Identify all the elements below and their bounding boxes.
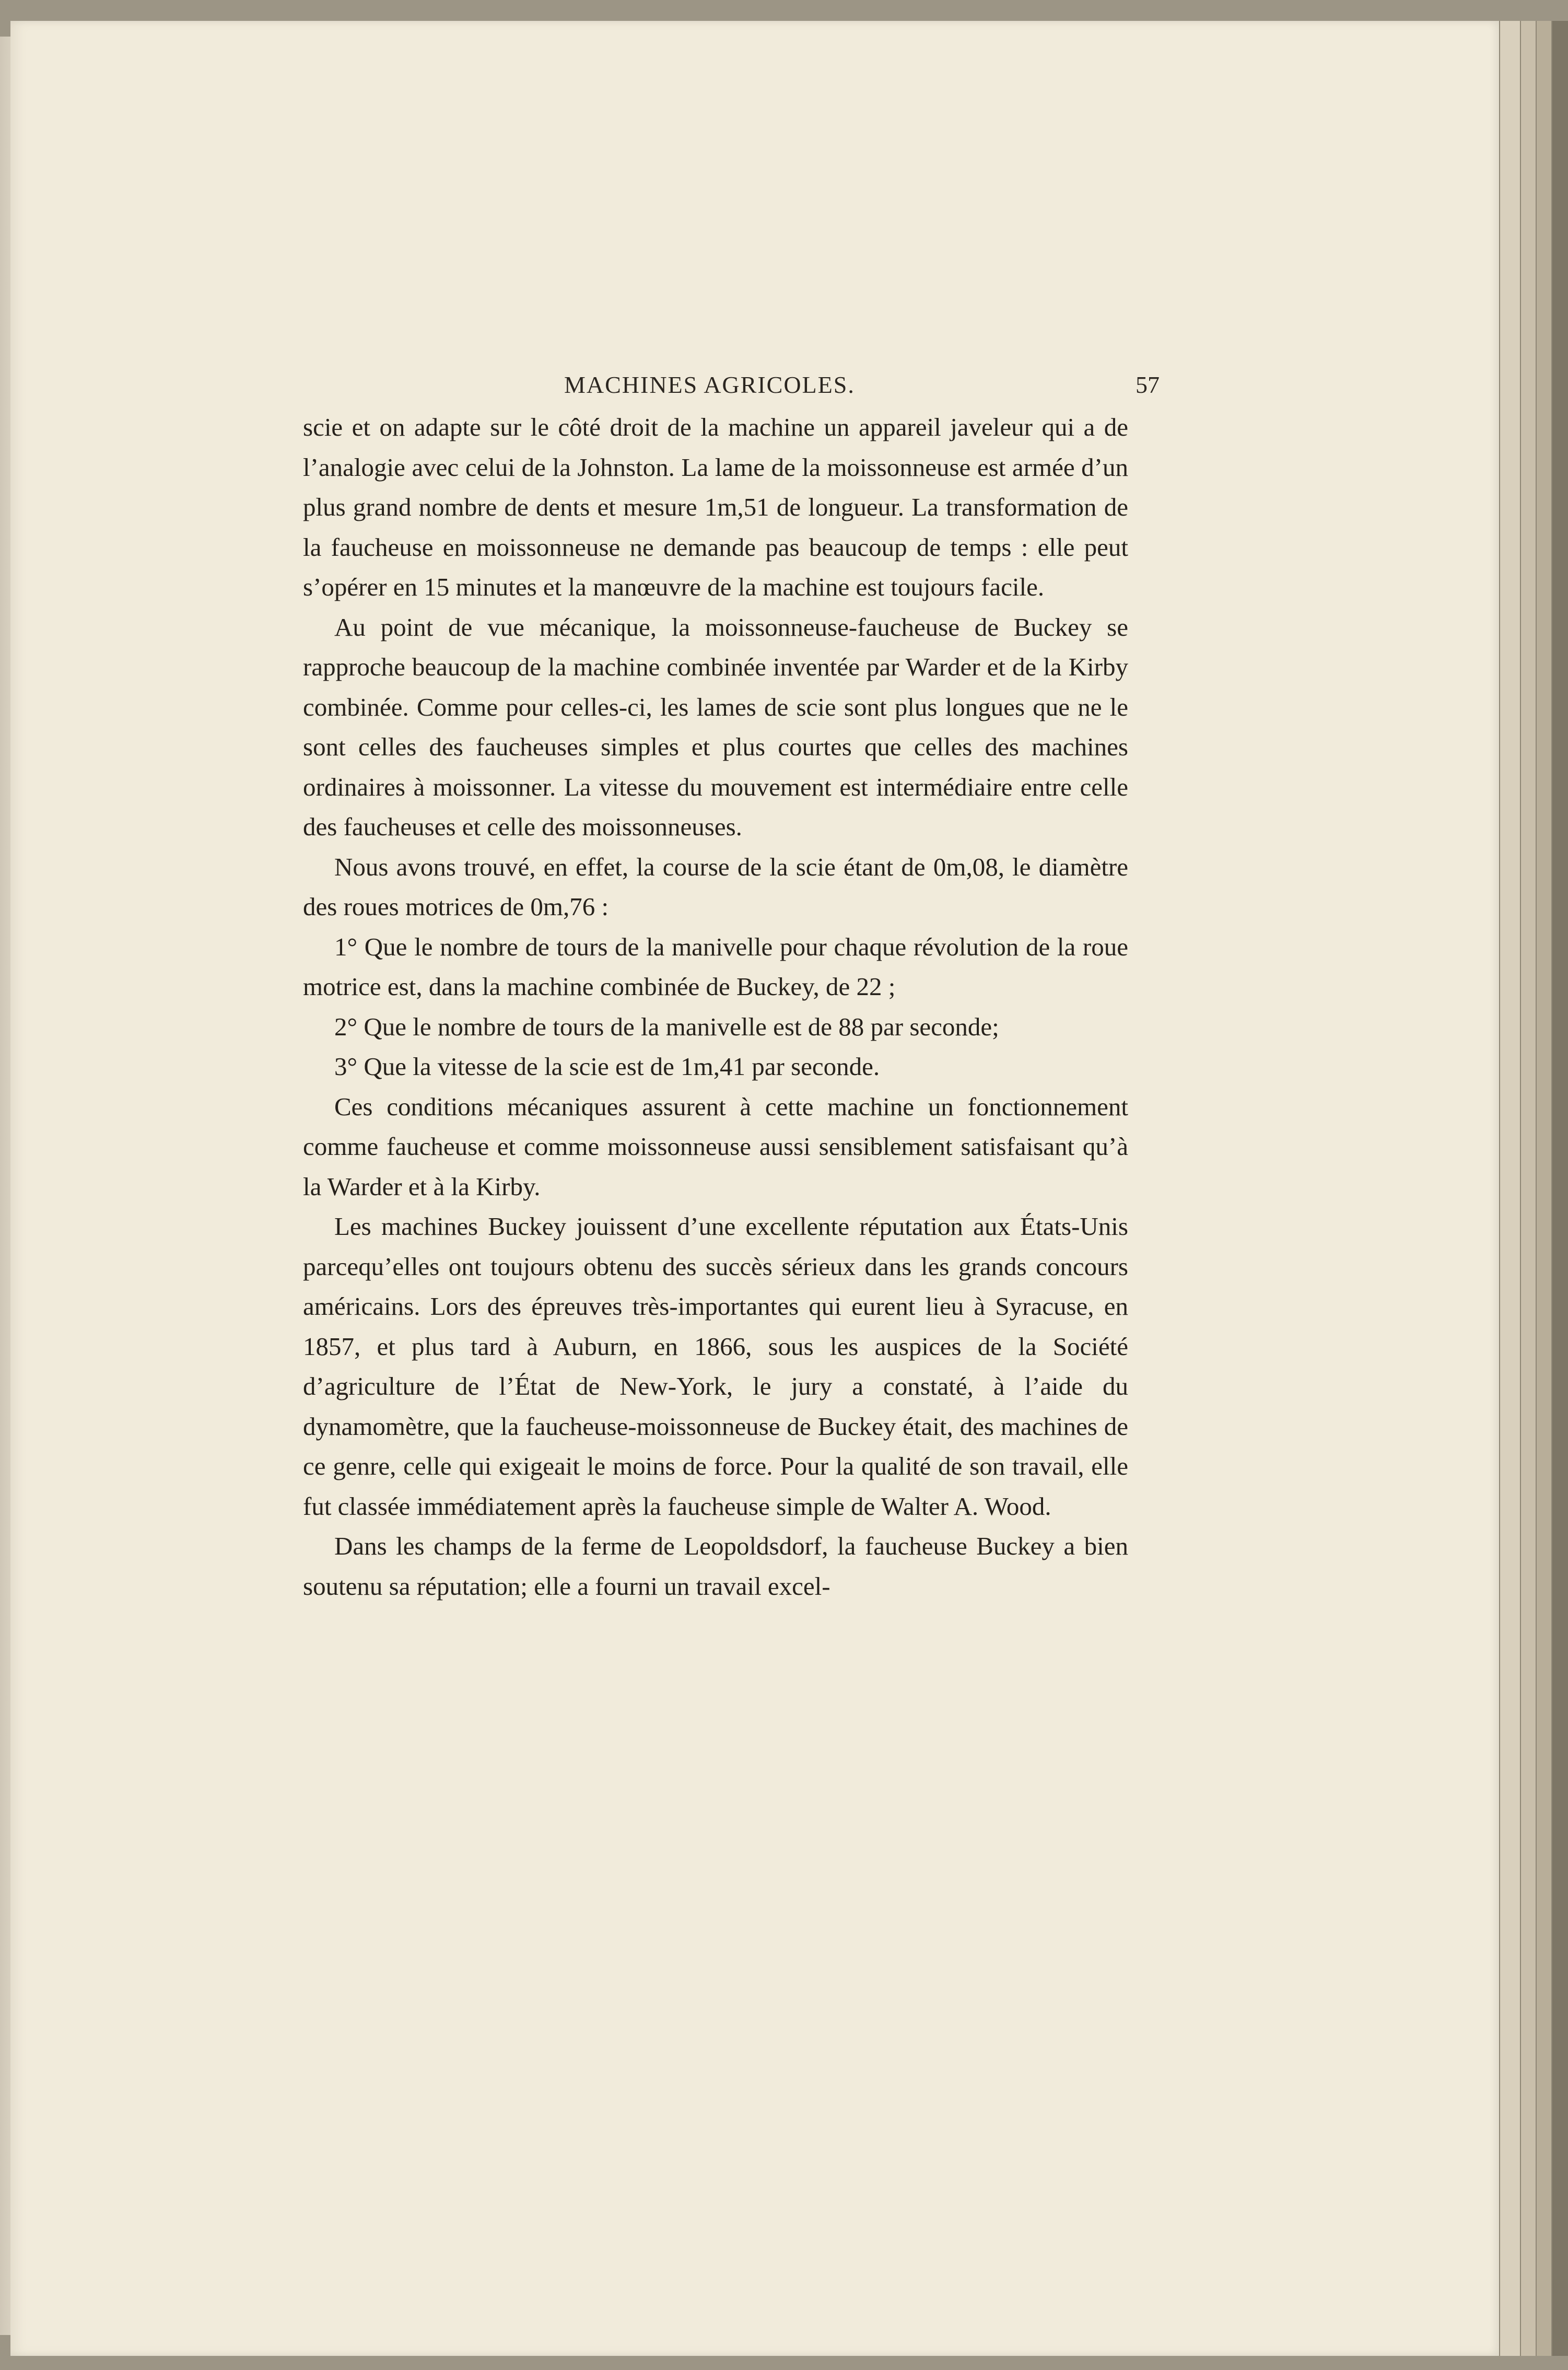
paragraph: Les machines Buckey jouissent d’une excellente réputation aux États-Unis parcequ’elles ont toujours obtenu des succès sérieux dans les grands concours américains. Lors des épreuves très-importantes qui eurent lieu à Syracuse, en 1857, et plus tard à Auburn, en 1866, sous les auspices de la Société d’agriculture de l’État de New-York, le jury a constaté, à l’aide du dynamomètre, que la faucheuse-moissonneuse de Buckey était, des machines de ce genre, celle qui exigeait le moins de force. Pour la qualité de son travail, elle fut classée immédiatement après la faucheuse simple de Walter A. Wood. [303, 1212, 1128, 1521]
paragraph: Dans les champs de la ferme de Leopoldsdorf, la faucheuse Buckey a bien soutenu sa réputation; elle a fourni un travail excel- [303, 1532, 1128, 1601]
page-header [303, 366, 1160, 413]
paragraph: scie et on adapte sur le côté droit de la machine un appareil javeleur qui a de l’analogie avec celui de la Johnston. La lame de la moissonneuse est armée d’un plus grand nombre de dents et mesure 1m,51 de longueur. La transformation de la faucheuse en moissonneuse ne demande pas beaucoup de temps : elle peut s’opérer en 15 minutes et la manœuvre de la machine est toujours facile. [303, 413, 1128, 601]
enumerated-item: 3° Que la vitesse de la scie est de 1m,41 par seconde. [334, 1052, 880, 1081]
book-cover-edge [1551, 21, 1568, 2356]
enumerated-item: 2° Que le nombre de tours de la manivelle est de 88 par seconde; [334, 1012, 999, 1041]
paragraph: Au point de vue mécanique, la moissonneuse-faucheuse de Buckey se rapproche beaucoup de la machine combinée inventée par Warder et de la Kirby combinée. Comme pour celles-ci, les lames de scie sont plus longues que ne le sont celles des faucheuses simples et plus courtes que celles des machines ordinaires à moissonner. La vitesse du mouvement est intermédiaire entre celle des faucheuses et celle des moissonneuses. [303, 612, 1128, 841]
enumerated-item: 1° Que le nombre de tours de la manivelle pour chaque révolution de la roue motrice est, dans la machine combinée de Buckey, de 22 ; [303, 932, 1128, 1001]
body-text [303, 407, 1128, 1606]
page-stack-edge [1499, 21, 1521, 2356]
paragraph: Nous avons trouvé, en effet, la course de la scie étant de 0m,08, le diamètre des roues motrices de 0m,76 : [303, 852, 1128, 921]
page-number: 57 [1136, 371, 1160, 398]
page-stack-edge [1520, 21, 1537, 2356]
running-title: MACHINES AGRICOLES. [564, 371, 855, 398]
paragraph: Ces conditions mécaniques assurent à cette machine un fonctionnement comme faucheuse et comme moissonneuse aussi sensiblement satisfaisant qu’à la Warder et à la Kirby. [303, 1092, 1128, 1201]
page-stack-edge [1536, 21, 1552, 2356]
